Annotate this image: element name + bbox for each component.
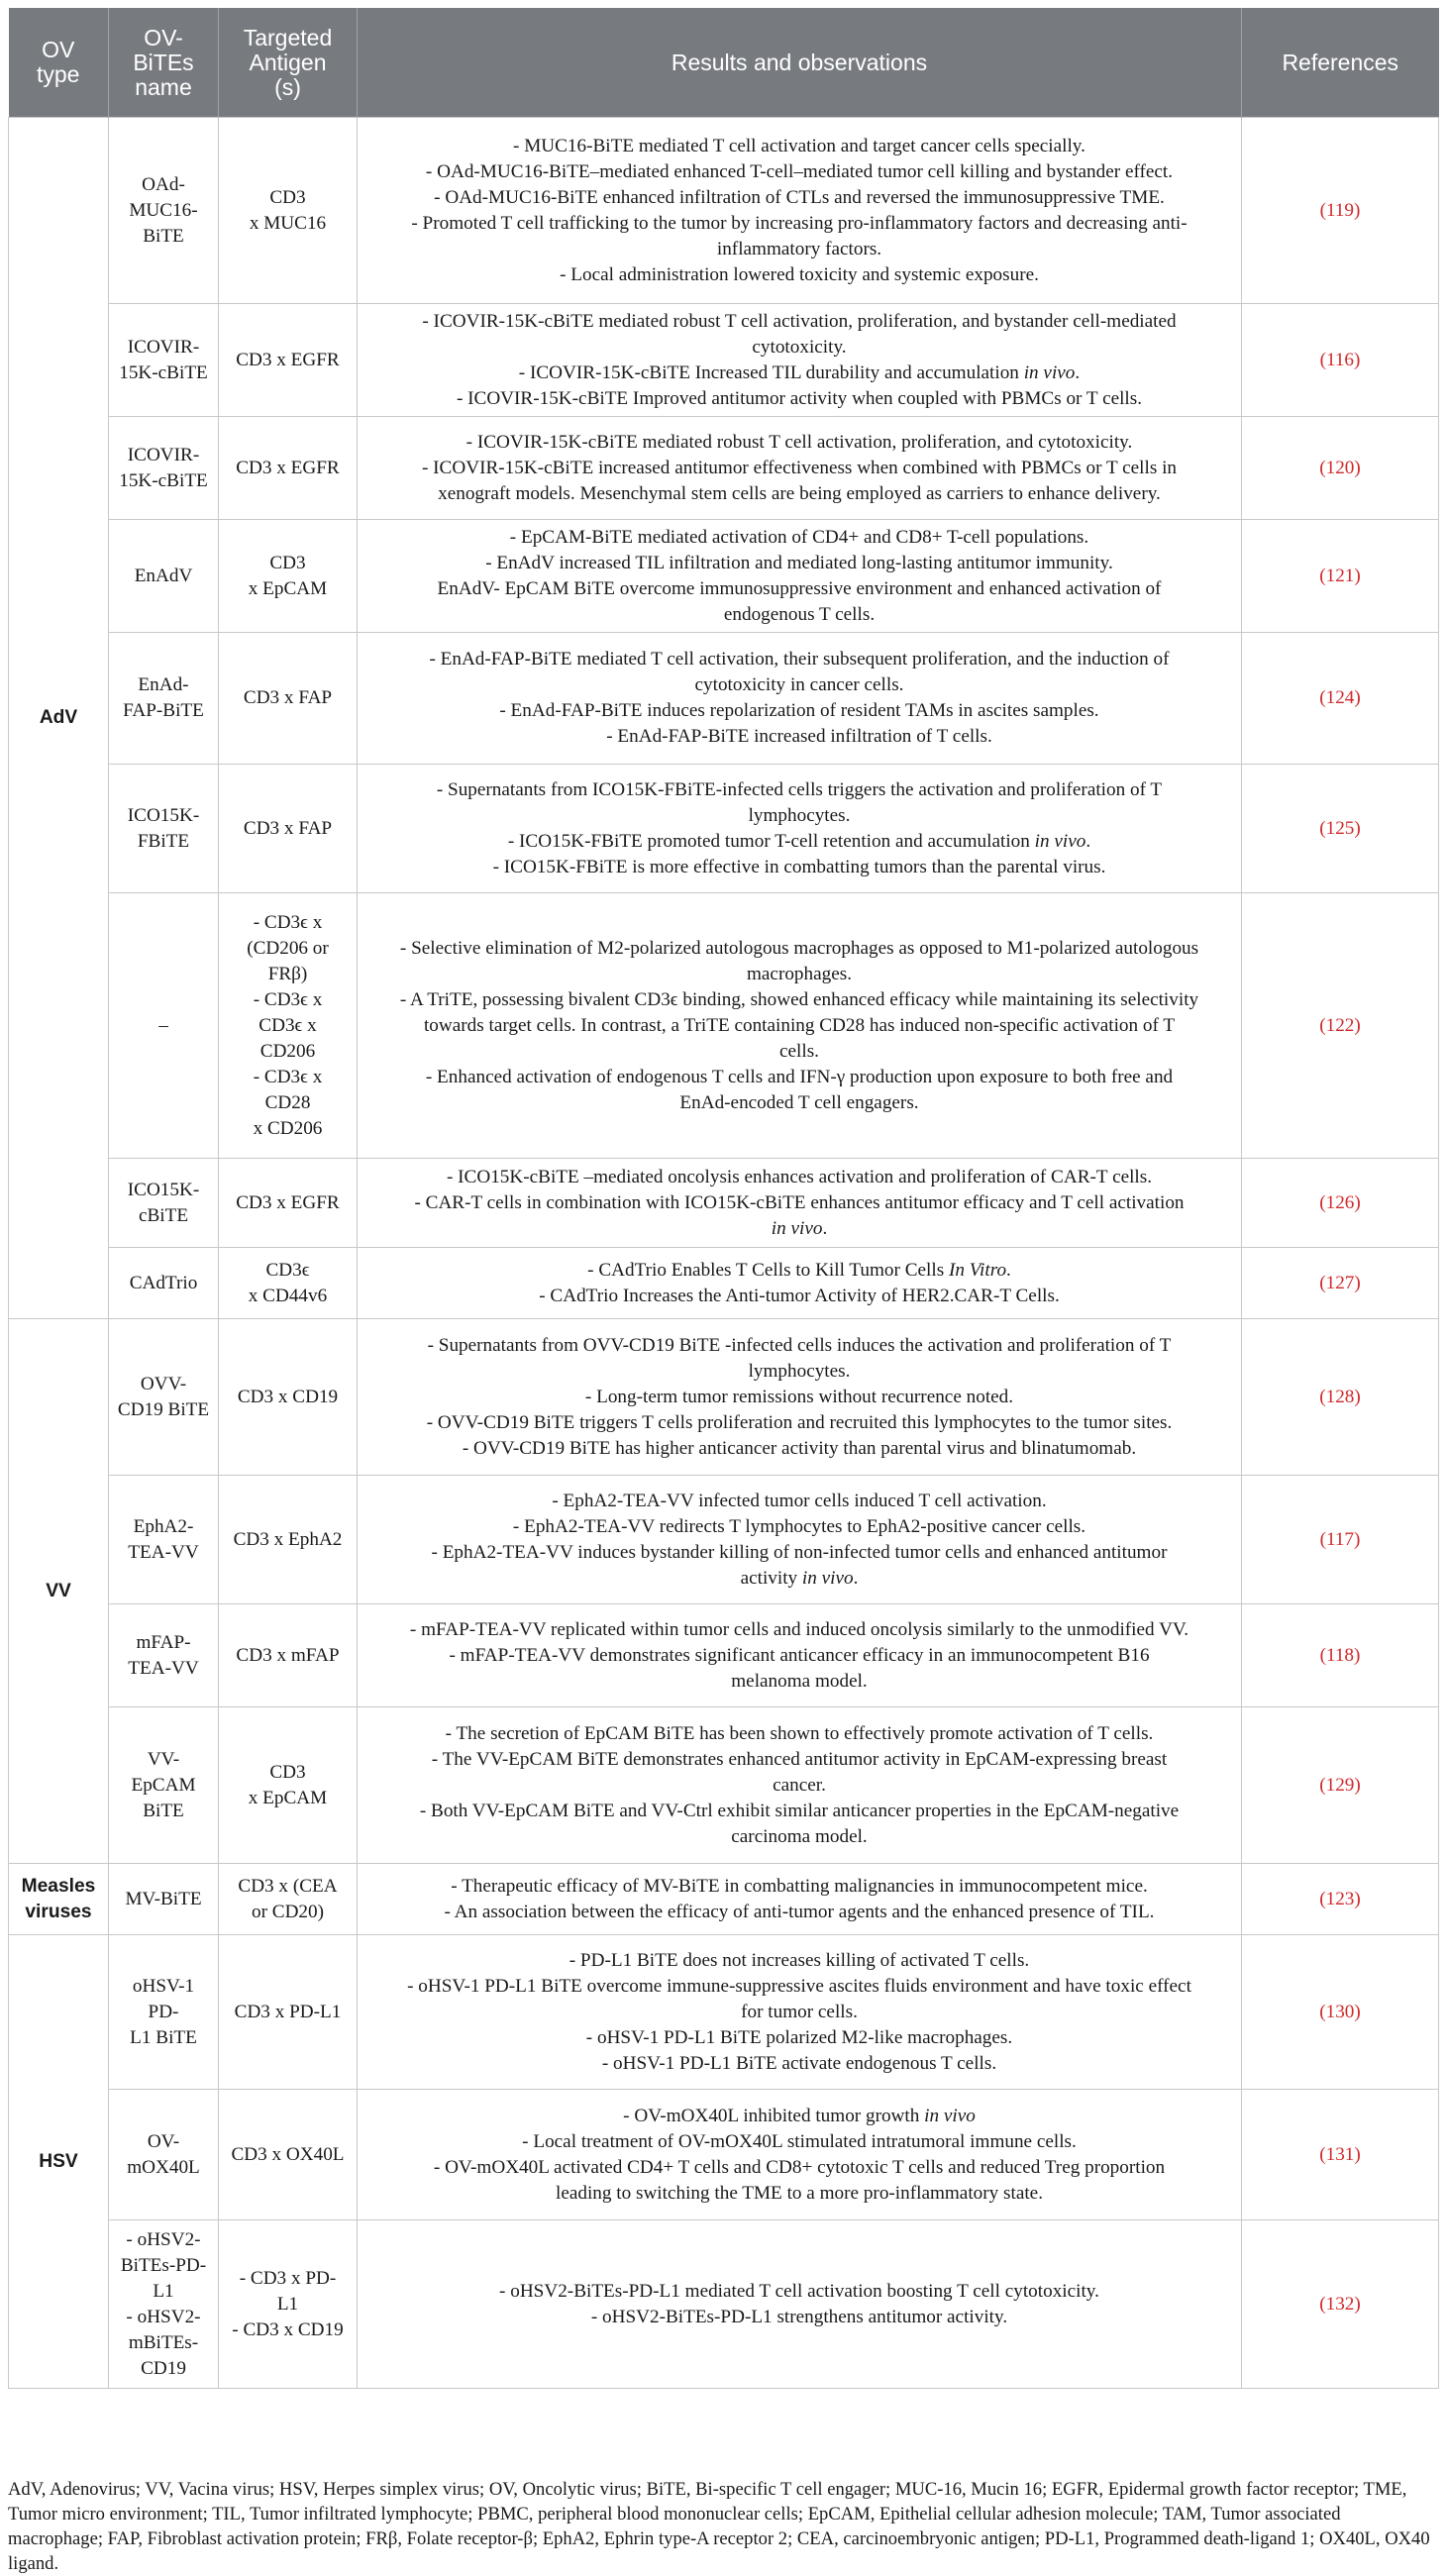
reference-link[interactable]: (120): [1242, 417, 1439, 520]
result-line: - Enhanced activation of endogenous T cells and IFN-γ production upon exposure to both free and EnAd-encoded T cell engagers.: [425, 1066, 1174, 1113]
table-row: [9, 1707, 1439, 1864]
result-line: - oHSV-1 PD-L1 BiTE activate endogenous T cells.: [601, 2052, 997, 2074]
reference-link[interactable]: (117): [1242, 1476, 1439, 1604]
header-results: Results and observations: [358, 8, 1242, 118]
reference-link[interactable]: (121): [1242, 520, 1439, 633]
result-line: - An association between the efficacy of anti-tumor agents and the enhanced presence of TIL.: [444, 1901, 1155, 1922]
header-ov-type: OV type: [9, 8, 109, 118]
results-cell: [358, 1864, 1242, 1935]
result-line: - Selective elimination of M2-polarized autologous macrophages as opposed to M1-polarized autologous macrophages.: [399, 937, 1199, 984]
result-line: - oHSV2-BiTEs-PD-L1 mediated T cell activation boosting T cell cytotoxicity.: [499, 2280, 1099, 2302]
results-cell: [358, 1159, 1242, 1248]
reference-link[interactable]: (128): [1242, 1319, 1439, 1476]
bite-name-cell: EnAdV: [109, 520, 219, 633]
result-line: - OV-mOX40L activated CD4+ T cells and CD8+ cytotoxic T cells and reduced Treg proportion leading to switching the TME to a more pro-inflammatory state.: [433, 2156, 1166, 2204]
result-line: - EphA2-TEA-VV redirects T lymphocytes to EphA2-positive cancer cells.: [512, 1515, 1086, 1537]
reference-link[interactable]: (118): [1242, 1604, 1439, 1707]
table-row: [9, 417, 1439, 520]
result-line: - EnAdV increased TIL infiltration and mediated long-lasting antitumor immunity.: [485, 552, 1113, 573]
group-cell-adv: AdV: [9, 118, 109, 1319]
results-cell: [358, 765, 1242, 893]
result-line: - oHSV-1 PD-L1 BiTE overcome immune-suppressive ascites fluids environment and have toxic effect for tumor cells.: [407, 1975, 1191, 2022]
reference-link[interactable]: (125): [1242, 765, 1439, 893]
bite-name-cell: –: [109, 893, 219, 1159]
table-row: [9, 893, 1439, 1159]
result-line: - Supernatants from OVV-CD19 BiTE -infected cells induces the activation and proliferation of T lymphocytes.: [427, 1334, 1172, 1382]
result-line: - PD-L1 BiTE does not increases killing of activated T cells.: [568, 1949, 1030, 1971]
reference-link[interactable]: (116): [1242, 304, 1439, 417]
bite-name-cell: oHSV-1 PD- L1 BiTE: [109, 1935, 219, 2090]
header-targeted-antigen: Targeted Antigen (s): [219, 8, 358, 118]
reference-link[interactable]: (126): [1242, 1159, 1439, 1248]
result-line: - OV-mOX40L inhibited tumor growth in vivo: [623, 2105, 976, 2126]
table-row: [9, 1604, 1439, 1707]
reference-link[interactable]: (129): [1242, 1707, 1439, 1864]
group-cell-vv: VV: [9, 1319, 109, 1864]
antigen-cell: CD3 x MUC16: [219, 118, 358, 304]
header-references: References: [1242, 8, 1439, 118]
result-line: - Supernatants from ICO15K-FBiTE-infected cells triggers the activation and proliferation of T lymphocytes.: [436, 778, 1163, 826]
result-line: - EphA2-TEA-VV induces bystander killing of non-infected tumor cells and enhanced antitumor activity in vivo.: [431, 1541, 1168, 1589]
result-line: - EnAd-FAP-BiTE mediated T cell activation, their subsequent proliferation, and the induction of cytotoxicity in cancer cells.: [429, 649, 1170, 695]
bite-name-cell: OV- mOX40L: [109, 2090, 219, 2220]
reference-link[interactable]: (122): [1242, 893, 1439, 1159]
result-line: - ICOVIR-15K-cBiTE Improved antitumor activity when coupled with PBMCs or T cells.: [456, 387, 1143, 409]
group-cell-measles: Measles viruses: [9, 1864, 109, 1935]
antigen-cell: - CD3ϵ x (CD206 or FRβ) - CD3ϵ x CD3ϵ x CD206 - CD3ϵ x CD28 x CD206: [219, 893, 358, 1159]
table-row: [9, 633, 1439, 765]
antigen-cell: CD3 x EpCAM: [219, 1707, 358, 1864]
group-cell-hsv: HSV: [9, 1935, 109, 2389]
table-row: [9, 1159, 1439, 1248]
results-cell: [358, 1476, 1242, 1604]
result-line: EnAdV- EpCAM BiTE overcome immunosuppressive environment and enhanced activation of endogenous T cells.: [437, 577, 1162, 625]
antigen-cell: CD3 x EGFR: [219, 1159, 358, 1248]
results-cell: [358, 520, 1242, 633]
results-cell: [358, 893, 1242, 1159]
result-line: - Long-term tumor remissions without recurrence noted.: [584, 1386, 1014, 1407]
oncolytic-virus-bite-table: [8, 8, 1439, 2389]
bite-name-cell: OVV- CD19 BiTE: [109, 1319, 219, 1476]
bite-name-cell: ICOVIR- 15K-cBiTE: [109, 417, 219, 520]
results-cell: [358, 1319, 1242, 1476]
result-line: - ICOVIR-15K-cBiTE increased antitumor effectiveness when combined with PBMCs or T cells in xenograft models. Mesenchymal stem cells are being employed as carriers to enhance delivery.: [421, 457, 1178, 504]
result-line: - OVV-CD19 BiTE triggers T cells proliferation and recruited this lymphocytes to the tumor sites.: [426, 1411, 1173, 1433]
result-line: - EnAd-FAP-BiTE increased infiltration of T cells.: [606, 726, 992, 747]
bite-name-cell: EphA2- TEA-VV: [109, 1476, 219, 1604]
result-line: - MUC16-BiTE mediated T cell activation and target cancer cells specially.: [513, 135, 1085, 156]
bite-name-cell: CAdTrio: [109, 1248, 219, 1319]
bite-name-cell: ICOVIR- 15K-cBiTE: [109, 304, 219, 417]
bite-name-cell: MV-BiTE: [109, 1864, 219, 1935]
result-line: - OVV-CD19 BiTE has higher anticancer activity than parental virus and blinatumomab.: [462, 1437, 1137, 1459]
table-row: [9, 304, 1439, 417]
results-cell: [358, 1604, 1242, 1707]
result-line: - Local treatment of OV-mOX40L stimulated intratumoral immune cells.: [522, 2130, 1077, 2152]
reference-link[interactable]: (130): [1242, 1935, 1439, 2090]
reference-link[interactable]: (124): [1242, 633, 1439, 765]
antigen-cell: CD3 x PD-L1: [219, 1935, 358, 2090]
result-line: - Promoted T cell trafficking to the tumor by increasing pro-inflammatory factors and decreasing anti- inflammatory factors.: [411, 212, 1188, 259]
table-row: [9, 1319, 1439, 1476]
result-line: - The secretion of EpCAM BiTE has been shown to effectively promote activation of T cells.: [445, 1722, 1154, 1744]
result-line: - Local administration lowered toxicity and systemic exposure.: [560, 263, 1039, 285]
results-cell: [358, 118, 1242, 304]
antigen-cell: CD3ϵ x CD44v6: [219, 1248, 358, 1319]
results-cell: [358, 304, 1242, 417]
header-row: [9, 8, 1439, 118]
result-line: - EpCAM-BiTE mediated activation of CD4+ and CD8+ T-cell populations.: [509, 526, 1089, 548]
result-line: - OAd-MUC16-BiTE–mediated enhanced T-cell–mediated tumor cell killing and bystander effect.: [425, 160, 1174, 182]
result-line: - ICOVIR-15K-cBiTE mediated robust T cell activation, proliferation, and bystander cell-mediated cytotoxicity.: [422, 310, 1177, 358]
bite-name-cell: ICO15K- FBiTE: [109, 765, 219, 893]
result-line: - CAdTrio Increases the Anti-tumor Activity of HER2.CAR-T Cells.: [539, 1285, 1060, 1306]
result-line: - oHSV2-BiTEs-PD-L1 strengthens antitumor activity.: [590, 2306, 1008, 2327]
bite-name-cell: ICO15K- cBiTE: [109, 1159, 219, 1248]
bite-name-cell: OAd- MUC16- BiTE: [109, 118, 219, 304]
antigen-cell: CD3 x EGFR: [219, 304, 358, 417]
antigen-cell: - CD3 x PD- L1 - CD3 x CD19: [219, 2220, 358, 2389]
antigen-cell: CD3 x EGFR: [219, 417, 358, 520]
antigen-cell: CD3 x EpCAM: [219, 520, 358, 633]
bite-name-cell: mFAP- TEA-VV: [109, 1604, 219, 1707]
result-line: - The VV-EpCAM BiTE demonstrates enhanced antitumor activity in EpCAM-expressing breast cancer.: [431, 1748, 1168, 1796]
reference-link[interactable]: (132): [1242, 2220, 1439, 2389]
bite-name-cell: - oHSV2- BiTEs-PD- L1 - oHSV2- mBiTEs- CD19: [109, 2220, 219, 2389]
antigen-cell: CD3 x FAP: [219, 765, 358, 893]
results-cell: [358, 633, 1242, 765]
result-line: - Both VV-EpCAM BiTE and VV-Ctrl exhibit similar anticancer properties in the EpCAM-negative carcinoma model.: [419, 1800, 1180, 1847]
antigen-cell: CD3 x mFAP: [219, 1604, 358, 1707]
result-line: - ICOVIR-15K-cBiTE mediated robust T cell activation, proliferation, and cytotoxicity.: [465, 431, 1133, 453]
table-row: [9, 118, 1439, 304]
antigen-cell: CD3 x OX40L: [219, 2090, 358, 2220]
result-line: - EphA2-TEA-VV infected tumor cells induced T cell activation.: [552, 1490, 1047, 1511]
table-row: [9, 1476, 1439, 1604]
result-line: - A TriTE, possessing bivalent CD3ϵ binding, showed enhanced efficacy while maintaining its selectivity towards target cells. In contrast, a TriTE containing CD28 has induced non-specific activation of T cells.: [399, 988, 1199, 1062]
table-row: [9, 520, 1439, 633]
result-line: - EnAd-FAP-BiTE induces repolarization of resident TAMs in ascites samples.: [499, 700, 1099, 721]
results-cell: [358, 1707, 1242, 1864]
antigen-cell: CD3 x FAP: [219, 633, 358, 765]
result-line: - CAdTrio Enables T Cells to Kill Tumor Cells In Vitro.: [587, 1259, 1011, 1281]
antigen-cell: CD3 x (CEA or CD20): [219, 1864, 358, 1935]
bite-name-cell: VV- EpCAM BiTE: [109, 1707, 219, 1864]
result-line: - Therapeutic efficacy of MV-BiTE in combatting malignancies in immunocompetent mice.: [451, 1875, 1148, 1897]
result-line: - CAR-T cells in combination with ICO15K-cBiTE enhances antitumor efficacy and T cell activation in vivo.: [414, 1191, 1185, 1239]
reference-link[interactable]: (127): [1242, 1248, 1439, 1319]
table-row: [9, 1935, 1439, 2090]
reference-link[interactable]: (131): [1242, 2090, 1439, 2220]
result-line: - ICO15K-FBiTE promoted tumor T-cell retention and accumulation in vivo.: [507, 830, 1091, 852]
antigen-cell: CD3 x CD19: [219, 1319, 358, 1476]
header-bite-name: OV- BiTEs name: [109, 8, 219, 118]
result-line: - OAd-MUC16-BiTE enhanced infiltration of CTLs and reversed the immunosuppressive TME.: [434, 186, 1165, 208]
table-row: [9, 1864, 1439, 1935]
antigen-cell: CD3 x EphA2: [219, 1476, 358, 1604]
table-row: [9, 765, 1439, 893]
results-cell: [358, 2220, 1242, 2389]
result-line: - oHSV-1 PD-L1 BiTE polarized M2-like macrophages.: [585, 2026, 1013, 2048]
results-cell: [358, 1248, 1242, 1319]
results-cell: [358, 417, 1242, 520]
table-row: [9, 2220, 1439, 2389]
result-line: - ICO15K-cBiTE –mediated oncolysis enhances activation and proliferation of CAR-T cells.: [446, 1166, 1153, 1187]
result-line: - ICOVIR-15K-cBiTE Increased TIL durability and accumulation in vivo.: [518, 361, 1081, 383]
reference-link[interactable]: (119): [1242, 118, 1439, 304]
results-cell: [358, 2090, 1242, 2220]
results-cell: [358, 1935, 1242, 2090]
result-line: - mFAP-TEA-VV replicated within tumor cells and induced oncolysis similarly to the unmodified VV.: [409, 1618, 1189, 1640]
table-row: [9, 2090, 1439, 2220]
table-footnote: AdV, Adenovirus; VV, Vacina virus; HSV, Herpes simplex virus; OV, Oncolytic virus; BiTE, Bi-specific T cell engager; MUC-16, Mucin 16; EGFR, Epidermal growth factor receptor; TME, Tumor micro environment; TIL, Tumor infiltrated lymphocyte; PBMC, peripheral blood mononuclear cells; EpCAM, Epithelial cellular adhesion molecule; TAM, Tumor associated macrophage; FAP, Fibroblast activation protein; FRβ, Folate receptor-β; EphA2, Ephrin type-A receptor 2; CEA, carcinoembryonic antigen; PD-L1, Programmed death-ligand 1; OX40L, OX40 ligand.: [8, 2479, 1430, 2574]
table-row: [9, 1248, 1439, 1319]
result-line: - ICO15K-FBiTE is more effective in combatting tumors than the parental virus.: [492, 856, 1106, 877]
bite-name-cell: EnAd- FAP-BiTE: [109, 633, 219, 765]
result-line: - mFAP-TEA-VV demonstrates significant anticancer efficacy in an immunocompetent B16 melanoma model.: [449, 1644, 1150, 1692]
reference-link[interactable]: (123): [1242, 1864, 1439, 1935]
